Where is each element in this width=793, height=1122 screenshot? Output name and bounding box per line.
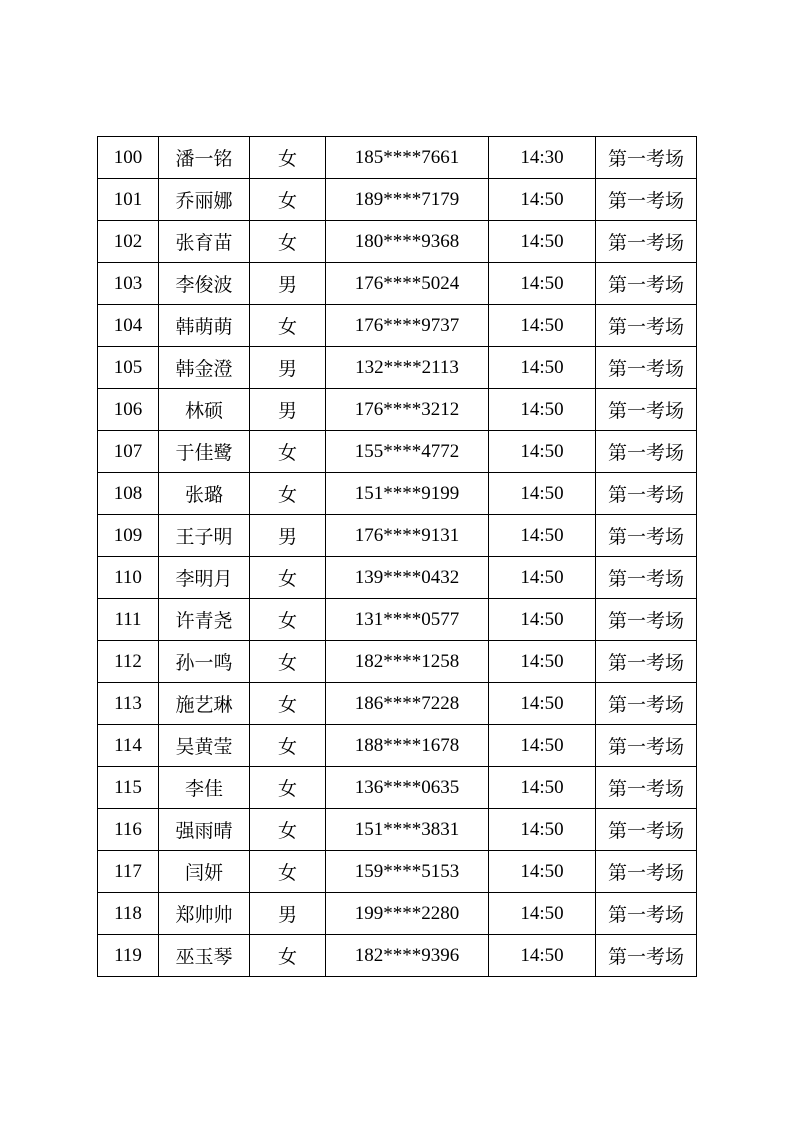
gender-cell: 女	[250, 473, 326, 515]
time-cell: 14:50	[489, 557, 596, 599]
table-row	[98, 683, 697, 725]
phone-cell: 176****3212	[326, 389, 489, 431]
table-row	[98, 935, 697, 977]
row-number-cell: 105	[98, 347, 159, 389]
gender-cell: 男	[250, 893, 326, 935]
gender-cell: 女	[250, 935, 326, 977]
exam-room-cell: 第一考场	[596, 599, 697, 641]
gender-cell: 男	[250, 389, 326, 431]
phone-cell: 185****7661	[326, 137, 489, 179]
table-row	[98, 179, 697, 221]
name-cell: 许青尧	[159, 599, 250, 641]
time-cell: 14:50	[489, 935, 596, 977]
table-row	[98, 557, 697, 599]
gender-cell: 女	[250, 179, 326, 221]
row-number-cell: 108	[98, 473, 159, 515]
exam-room-cell: 第一考场	[596, 851, 697, 893]
row-number-cell: 115	[98, 767, 159, 809]
name-cell: 张璐	[159, 473, 250, 515]
exam-room-cell: 第一考场	[596, 767, 697, 809]
table-row	[98, 767, 697, 809]
time-cell: 14:50	[489, 599, 596, 641]
name-cell: 于佳鹭	[159, 431, 250, 473]
time-cell: 14:50	[489, 515, 596, 557]
table-row	[98, 221, 697, 263]
row-number-cell: 111	[98, 599, 159, 641]
gender-cell: 男	[250, 515, 326, 557]
phone-cell: 151****9199	[326, 473, 489, 515]
exam-room-cell: 第一考场	[596, 557, 697, 599]
table-row	[98, 305, 697, 347]
gender-cell: 女	[250, 305, 326, 347]
table-row	[98, 473, 697, 515]
time-cell: 14:50	[489, 473, 596, 515]
phone-cell: 131****0577	[326, 599, 489, 641]
phone-cell: 159****5153	[326, 851, 489, 893]
name-cell: 李佳	[159, 767, 250, 809]
time-cell: 14:50	[489, 893, 596, 935]
row-number-cell: 100	[98, 137, 159, 179]
table-row	[98, 431, 697, 473]
exam-room-cell: 第一考场	[596, 641, 697, 683]
exam-room-cell: 第一考场	[596, 305, 697, 347]
time-cell: 14:50	[489, 767, 596, 809]
exam-room-cell: 第一考场	[596, 347, 697, 389]
exam-room-cell: 第一考场	[596, 515, 697, 557]
table-row	[98, 851, 697, 893]
phone-cell: 176****5024	[326, 263, 489, 305]
gender-cell: 女	[250, 599, 326, 641]
phone-cell: 180****9368	[326, 221, 489, 263]
time-cell: 14:50	[489, 221, 596, 263]
phone-cell: 176****9737	[326, 305, 489, 347]
row-number-cell: 113	[98, 683, 159, 725]
exam-room-cell: 第一考场	[596, 683, 697, 725]
table-row	[98, 641, 697, 683]
gender-cell: 女	[250, 641, 326, 683]
row-number-cell: 110	[98, 557, 159, 599]
gender-cell: 女	[250, 221, 326, 263]
name-cell: 韩萌萌	[159, 305, 250, 347]
phone-cell: 132****2113	[326, 347, 489, 389]
candidate-table	[97, 136, 697, 977]
name-cell: 潘一铭	[159, 137, 250, 179]
time-cell: 14:50	[489, 263, 596, 305]
table-row	[98, 515, 697, 557]
table-row	[98, 725, 697, 767]
table-row	[98, 893, 697, 935]
name-cell: 巫玉琴	[159, 935, 250, 977]
exam-room-cell: 第一考场	[596, 263, 697, 305]
exam-room-cell: 第一考场	[596, 431, 697, 473]
gender-cell: 女	[250, 851, 326, 893]
time-cell: 14:50	[489, 389, 596, 431]
exam-room-cell: 第一考场	[596, 389, 697, 431]
name-cell: 施艺琳	[159, 683, 250, 725]
name-cell: 强雨晴	[159, 809, 250, 851]
row-number-cell: 109	[98, 515, 159, 557]
row-number-cell: 114	[98, 725, 159, 767]
row-number-cell: 104	[98, 305, 159, 347]
time-cell: 14:30	[489, 137, 596, 179]
time-cell: 14:50	[489, 683, 596, 725]
time-cell: 14:50	[489, 725, 596, 767]
row-number-cell: 112	[98, 641, 159, 683]
phone-cell: 151****3831	[326, 809, 489, 851]
phone-cell: 188****1678	[326, 725, 489, 767]
phone-cell: 136****0635	[326, 767, 489, 809]
gender-cell: 女	[250, 683, 326, 725]
time-cell: 14:50	[489, 809, 596, 851]
row-number-cell: 119	[98, 935, 159, 977]
phone-cell: 139****0432	[326, 557, 489, 599]
table-row	[98, 263, 697, 305]
time-cell: 14:50	[489, 305, 596, 347]
phone-cell: 182****1258	[326, 641, 489, 683]
gender-cell: 女	[250, 137, 326, 179]
time-cell: 14:50	[489, 179, 596, 221]
exam-room-cell: 第一考场	[596, 809, 697, 851]
gender-cell: 女	[250, 557, 326, 599]
name-cell: 李明月	[159, 557, 250, 599]
phone-cell: 182****9396	[326, 935, 489, 977]
row-number-cell: 118	[98, 893, 159, 935]
exam-room-cell: 第一考场	[596, 179, 697, 221]
name-cell: 闫妍	[159, 851, 250, 893]
exam-room-cell: 第一考场	[596, 893, 697, 935]
gender-cell: 女	[250, 431, 326, 473]
name-cell: 韩金澄	[159, 347, 250, 389]
name-cell: 吴黄莹	[159, 725, 250, 767]
row-number-cell: 117	[98, 851, 159, 893]
table-row	[98, 347, 697, 389]
phone-cell: 176****9131	[326, 515, 489, 557]
exam-room-cell: 第一考场	[596, 221, 697, 263]
time-cell: 14:50	[489, 851, 596, 893]
name-cell: 乔丽娜	[159, 179, 250, 221]
gender-cell: 女	[250, 725, 326, 767]
row-number-cell: 106	[98, 389, 159, 431]
row-number-cell: 101	[98, 179, 159, 221]
table-row	[98, 389, 697, 431]
table-row	[98, 809, 697, 851]
exam-room-cell: 第一考场	[596, 137, 697, 179]
exam-room-cell: 第一考场	[596, 473, 697, 515]
table-row	[98, 599, 697, 641]
phone-cell: 186****7228	[326, 683, 489, 725]
name-cell: 林硕	[159, 389, 250, 431]
name-cell: 李俊波	[159, 263, 250, 305]
exam-room-cell: 第一考场	[596, 935, 697, 977]
time-cell: 14:50	[489, 431, 596, 473]
row-number-cell: 102	[98, 221, 159, 263]
name-cell: 王子明	[159, 515, 250, 557]
name-cell: 张育苗	[159, 221, 250, 263]
phone-cell: 189****7179	[326, 179, 489, 221]
gender-cell: 男	[250, 347, 326, 389]
exam-room-cell: 第一考场	[596, 725, 697, 767]
name-cell: 郑帅帅	[159, 893, 250, 935]
gender-cell: 女	[250, 767, 326, 809]
candidate-table-body	[98, 137, 697, 977]
row-number-cell: 116	[98, 809, 159, 851]
time-cell: 14:50	[489, 641, 596, 683]
gender-cell: 男	[250, 263, 326, 305]
name-cell: 孙一鸣	[159, 641, 250, 683]
row-number-cell: 107	[98, 431, 159, 473]
time-cell: 14:50	[489, 347, 596, 389]
table-row	[98, 137, 697, 179]
phone-cell: 155****4772	[326, 431, 489, 473]
phone-cell: 199****2280	[326, 893, 489, 935]
gender-cell: 女	[250, 809, 326, 851]
row-number-cell: 103	[98, 263, 159, 305]
